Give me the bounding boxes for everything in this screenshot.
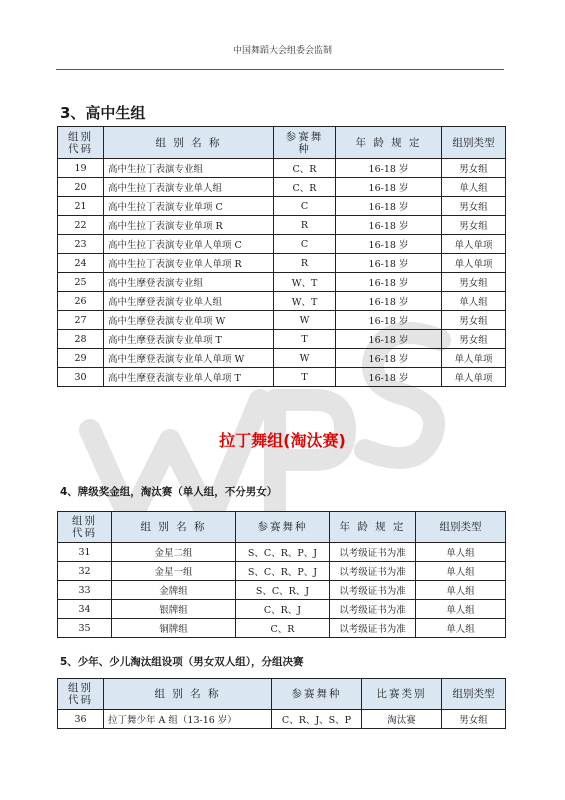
cell-code: 25 [58,273,104,292]
cell-type: 男女组 [442,197,506,216]
cell-dance: C [274,197,336,216]
table-row [58,292,506,311]
document-header: 中国舞蹈大会组委会监制 [232,46,332,56]
cell-name: 高中生摩登表演专业组 [104,273,274,292]
cell-code: 33 [58,581,112,600]
cell-type: 单人单项 [442,368,506,387]
cell-type: 单人组 [442,178,506,197]
cell-type: 单人组 [416,600,506,619]
cell-type: 单人单项 [442,254,506,273]
cell-dance: C、R [274,159,336,178]
table-row [58,235,506,254]
col-header-age: 年 龄 规 定 [336,127,442,159]
cell-name: 高中生拉丁表演专业单人单项 C [104,235,274,254]
header-divider [56,69,504,70]
col-header-name: 组 别 名 称 [104,127,274,159]
cell-name: 高中生拉丁表演专业组 [104,159,274,178]
cell-age: 16-18 岁 [336,254,442,273]
cell-age: 以考级证书为准 [330,543,416,562]
cell-type: 男女组 [442,216,506,235]
cell-code: 30 [58,368,104,387]
cell-age: 淘汰赛 [362,710,442,729]
col-header-dance: 参赛舞种 [272,679,362,710]
cell-name: 高中生摩登表演专业单人单项 W [104,349,274,368]
table-row [58,197,506,216]
cell-type: 单人单项 [442,235,506,254]
cell-code: 29 [58,349,104,368]
cell-code: 22 [58,216,104,235]
cell-dance: S、C、R、P、J [236,562,330,581]
cell-code: 36 [58,710,104,729]
cell-age: 16-18 岁 [336,178,442,197]
cell-dance: R [274,254,336,273]
cell-age: 以考级证书为准 [330,619,416,638]
cell-code: 32 [58,562,112,581]
cell-name: 高中生摩登表演专业单项 W [104,311,274,330]
cell-name: 高中生拉丁表演专业单项 C [104,197,274,216]
table-row [58,254,506,273]
table-header-row [58,127,506,159]
col-header-category: 比赛类别 [362,679,442,710]
cell-dance: C、R、J [236,600,330,619]
table-header-row [58,679,506,710]
cell-age: 16-18 岁 [336,197,442,216]
junior-table [57,678,506,729]
cell-dance: C [274,235,336,254]
table-row [58,216,506,235]
cell-dance: W、T [274,292,336,311]
cell-name: 金星一组 [112,562,236,581]
table-row [58,562,506,581]
cell-code: 20 [58,178,104,197]
latin-elimination-title: 拉丁舞组(淘汰赛) [219,431,346,450]
cell-code: 19 [58,159,104,178]
cell-age: 16-18 岁 [336,273,442,292]
cell-type: 单人组 [416,619,506,638]
cell-age: 以考级证书为准 [330,581,416,600]
cell-dance: W [274,349,336,368]
cell-dance: W、T [274,273,336,292]
cell-type: 男女组 [442,159,506,178]
table-row [58,159,506,178]
col-header-dance: 参赛舞种 [274,127,336,159]
col-header-name: 组 别 名 称 [112,512,236,543]
cell-name: 金星二组 [112,543,236,562]
cell-code: 35 [58,619,112,638]
cell-name: 高中生拉丁表演专业单人单项 R [104,254,274,273]
section-4-title: 4、牌级奖金组，淘汰赛（单人组，不分男女） [60,486,278,498]
cell-code: 24 [58,254,104,273]
cell-name: 高中生拉丁表演专业单人组 [104,178,274,197]
col-header-type: 组别类型 [442,679,506,710]
cell-name: 高中生摩登表演专业单项 T [104,330,274,349]
cell-age: 以考级证书为准 [330,562,416,581]
cell-dance: C、R [236,619,330,638]
cell-code: 23 [58,235,104,254]
cell-dance: T [274,368,336,387]
col-header-code: 组别代码 [58,127,104,159]
cell-type: 单人组 [416,562,506,581]
cell-type: 单人组 [416,581,506,600]
table-row [58,368,506,387]
col-header-dance: 参赛舞种 [236,512,330,543]
cell-code: 28 [58,330,104,349]
table-row [58,349,506,368]
table-row [58,178,506,197]
col-header-type: 组别类型 [416,512,506,543]
cell-dance: S、C、R、P、J [236,543,330,562]
cell-age: 16-18 岁 [336,330,442,349]
cell-age: 16-18 岁 [336,349,442,368]
col-header-name: 组 别 名 称 [104,679,272,710]
col-header-code: 组别代码 [58,512,112,543]
cell-type: 男女组 [442,311,506,330]
table-row [58,710,506,729]
cell-name: 拉丁舞少年 A 组（13-16 岁） [104,710,272,729]
cell-dance: W [274,311,336,330]
col-header-code: 组别代码 [58,679,104,710]
section-3-title: 3、高中生组 [60,104,146,122]
cell-dance: R [274,216,336,235]
cell-code: 34 [58,600,112,619]
cell-type: 单人组 [416,543,506,562]
table-row [58,543,506,562]
cell-type: 单人组 [442,292,506,311]
cell-name: 高中生摩登表演专业单人组 [104,292,274,311]
table-row [58,600,506,619]
cell-age: 16-18 岁 [336,311,442,330]
cell-code: 21 [58,197,104,216]
high-school-table [57,126,506,387]
cell-code: 26 [58,292,104,311]
cell-type: 男女组 [442,273,506,292]
cell-type: 男女组 [442,710,506,729]
table-row [58,311,506,330]
col-header-age: 年 龄 规 定 [330,512,416,543]
medal-table [57,511,506,638]
table-row [58,330,506,349]
table-row [58,619,506,638]
cell-name: 高中生拉丁表演专业单项 R [104,216,274,235]
cell-dance: C、R [274,178,336,197]
cell-age: 以考级证书为准 [330,600,416,619]
cell-name: 银牌组 [112,600,236,619]
cell-type: 单人单项 [442,349,506,368]
cell-dance: S、C、R、J [236,581,330,600]
cell-name: 铜牌组 [112,619,236,638]
col-header-type: 组别类型 [442,127,506,159]
cell-age: 16-18 岁 [336,216,442,235]
cell-code: 27 [58,311,104,330]
cell-age: 16-18 岁 [336,368,442,387]
cell-name: 高中生摩登表演专业单人单项 T [104,368,274,387]
table-row [58,581,506,600]
cell-name: 金牌组 [112,581,236,600]
cell-age: 16-18 岁 [336,159,442,178]
table-row [58,273,506,292]
table-header-row [58,512,506,543]
cell-age: 16-18 岁 [336,235,442,254]
cell-code: 31 [58,543,112,562]
cell-age: 16-18 岁 [336,292,442,311]
cell-dance: C、R、J、S、P [272,710,362,729]
section-5-title: 5、少年、少儿淘汰组设项（男女双人组），分组决赛 [60,656,304,668]
cell-dance: T [274,330,336,349]
cell-type: 男女组 [442,330,506,349]
